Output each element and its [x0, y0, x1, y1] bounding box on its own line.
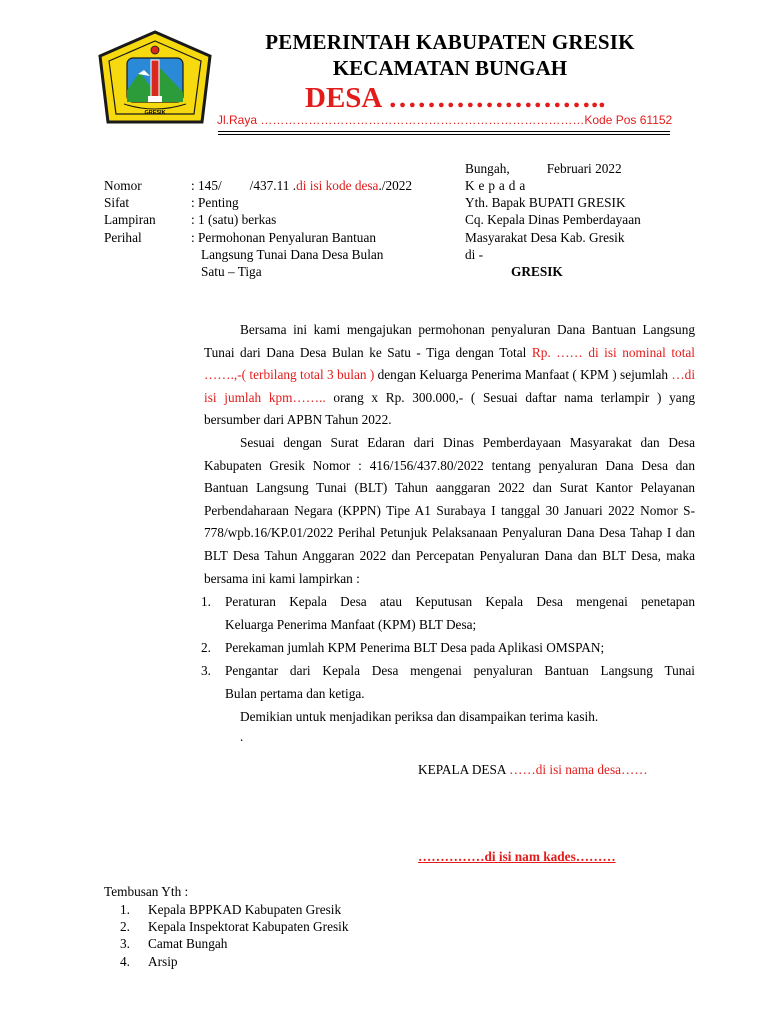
logo-caption: GRESIK: [144, 110, 166, 116]
letterhead-rule: [218, 131, 670, 132]
cc-2-number: 2.: [120, 919, 130, 934]
meta-value-perihal-2: Langsung Tunai Dana Desa Bulan: [201, 247, 384, 262]
letterhead-address: [217, 113, 672, 127]
recipient-line-4: di -: [465, 247, 484, 262]
cc-1-number: 1.: [120, 902, 130, 917]
attachment-1-number: 1.: [201, 594, 211, 609]
cc-2-text: Kepala Inspektorat Kabupaten Gresik: [148, 919, 349, 934]
attachment-1-line-1: Peraturan Kepala Desa atau Keputusan Kepala Desa mengenai penetapan: [225, 594, 695, 609]
letterhead-rule-thin: [218, 134, 670, 135]
address-postcode: Kode Pos 61152: [584, 113, 673, 127]
attachment-3-line-2: Bulan pertama dan ketiga.: [225, 686, 365, 701]
meta-value-perihal-3: Satu – Tiga: [201, 264, 262, 279]
meta-label-lampiran: Lampiran: [104, 212, 156, 227]
closing-sentence: Demikian untuk menjadikan periksa dan disampaikan terima kasih.: [240, 709, 599, 724]
cc-4-number: 4.: [120, 954, 130, 969]
cc-3-text: Camat Bungah: [148, 936, 228, 951]
attachment-3-line-1: Pengantar dari Kepala Desa mengenai penyaluran Bantuan Langsung Tunai: [225, 663, 695, 678]
letter-body: [204, 319, 695, 590]
meta-label-perihal: Perihal: [104, 230, 142, 245]
recipient-line-3: Masyarakat Desa Kab. Gresik: [465, 230, 625, 245]
paragraph-2: Sesuai dengan Surat Edaran dari Dinas Pemberdayaan Masyarakat dan Desa Kabupaten Gresik Nomor : 416/156/437.80/2022 tentang penyaluran Dana Desa dan Bantuan Langsung Tunai (BLT) Tahun aanggaran 2022 dan Surat Kantor Pelayanan Perbendaharaan Negara (KPPN) Tipe A1 Surabaya I tanggal 30 Januari 2022 Nomor S-778/wpb.16/KP.01/2022 Perihal Petunjuk Pelaksanaan Penyaluran Dana Desa Tahap I dan BLT Desa Tahun Anggaran 2022 dan Percepatan Penyaluran Dana dan BLT Desa, maka bersama ini kami lampirkan :: [204, 434, 695, 586]
stray-dot: .: [240, 729, 244, 744]
signature-title: KEPALA DESA ……di isi nama desa……: [418, 762, 648, 777]
kepada: K e p a d a: [465, 178, 526, 193]
cc-4-text: Arsip: [148, 954, 178, 969]
recipient-line-1: Yth. Bapak BUPATI GRESIK: [465, 195, 626, 210]
letterhead-village: DESA …………………..: [305, 82, 606, 114]
place-date: Bungah, Februari 2022: [465, 161, 622, 176]
meta-value-perihal: : Permohonan Penyaluran Bantuan: [191, 230, 377, 245]
meta-value-nomor: : 145/ /437.11 .di isi kode desa./2022: [191, 178, 413, 193]
attachment-2-line-1: Perekaman jumlah KPM Penerima BLT Desa pada Aplikasi OMSPAN;: [225, 640, 605, 655]
letterhead-line-2: KECAMATAN BUNGAH: [332, 56, 568, 80]
signature-name: ……………di isi nam kades………: [418, 849, 616, 864]
recipient-line-2: Cq. Kepala Dinas Pemberdayaan: [465, 212, 641, 227]
cc-heading: Tembusan Yth :: [104, 884, 189, 899]
meta-label-sifat: Sifat: [104, 195, 130, 210]
letterhead-line-1: PEMERINTAH KABUPATEN GRESIK: [265, 30, 635, 54]
meta-label-nomor: Nomor: [104, 178, 142, 193]
meta-value-sifat: : Penting: [191, 195, 239, 210]
paragraph-1: Bersama ini kami mengajukan permohonan penyaluran Dana Bantuan Langsung Tunai dari Dana Desa Bulan ke Satu - Tiga dengan Total Rp. …… di isi nominal total …….,-( terbilang total 3 bulan ) dengan Keluarga Penerima Manfaat ( KPM ) sejumlah …di isi jumlah kpm…….. orang x Rp. 300.000,- ( Sesuai daftar nama terlampir ) yang bersumber dari APBN Tahun 2022.: [204, 322, 696, 428]
cc-1-text: Kepala BPPKAD Kabupaten Gresik: [148, 902, 342, 917]
attachment-3-number: 3.: [201, 663, 211, 678]
address-street: Jl.Raya ………………………………………………………………………: [217, 113, 585, 127]
recipient-city: GRESIK: [511, 264, 563, 279]
attachment-2-number: 2.: [201, 640, 211, 655]
cc-3-number: 3.: [120, 936, 130, 951]
meta-value-lampiran: : 1 (satu) berkas: [191, 212, 277, 227]
attachment-1-line-2: Keluarga Penerima Manfaat (KPM) BLT Desa;: [225, 617, 477, 632]
